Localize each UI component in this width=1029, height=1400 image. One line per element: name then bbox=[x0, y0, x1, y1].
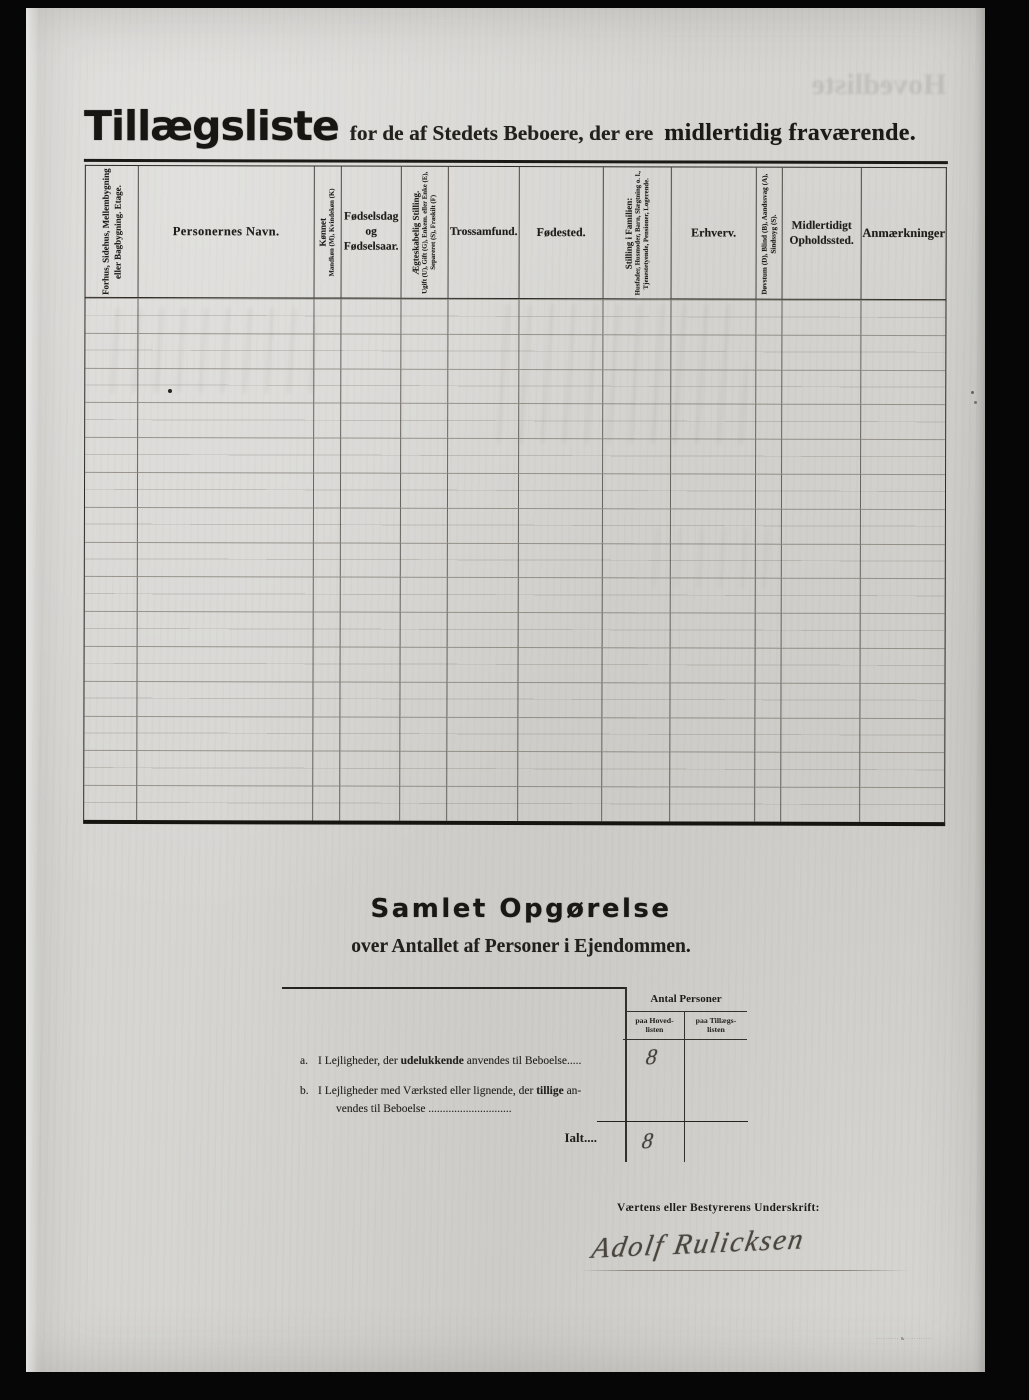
table-empty-cell bbox=[517, 682, 601, 717]
summary-row-b-text-post: an- bbox=[563, 1085, 582, 1097]
column-header-erhverv-label: Erhverv. bbox=[691, 225, 737, 240]
table-empty-cell bbox=[84, 681, 136, 716]
table-body bbox=[84, 298, 945, 822]
form-subtitle-emphasis: midlertidig fraværende. bbox=[664, 120, 917, 146]
table-empty-cell bbox=[447, 577, 518, 612]
table-empty-cell bbox=[313, 507, 340, 542]
table-empty-cell bbox=[85, 402, 137, 437]
table-empty-cell bbox=[84, 715, 136, 750]
form-title: Tillægsliste bbox=[84, 102, 339, 150]
table-empty-cell bbox=[339, 751, 399, 786]
handwritten-signature: Adolf Rulicksen bbox=[589, 1223, 808, 1265]
table-empty-cell bbox=[518, 647, 602, 682]
summary-title: Samlet Opgørelse bbox=[370, 894, 672, 924]
table-empty-cell bbox=[84, 785, 136, 820]
table-empty-cell bbox=[860, 648, 945, 683]
table-empty-cell bbox=[755, 648, 781, 683]
table-empty-cell bbox=[781, 508, 860, 543]
column-header-opholdssted-label: Midlertidigt Opholdssted. bbox=[789, 219, 854, 247]
column-header-trossamfund-label: Trossamfund. bbox=[449, 225, 518, 239]
table-empty-cell bbox=[137, 542, 313, 577]
table-empty-cell bbox=[84, 750, 136, 785]
table-empty-cell bbox=[85, 507, 137, 542]
summary-divider-sub bbox=[684, 1012, 685, 1162]
summary-row-b-text-bold: tillige bbox=[536, 1085, 564, 1097]
table-empty-cell bbox=[400, 612, 447, 647]
table-empty-cell bbox=[781, 543, 860, 578]
summary-col-tillaegslisten bbox=[686, 1016, 746, 1034]
table-empty-cell bbox=[400, 577, 447, 612]
table-empty-cell bbox=[313, 612, 340, 647]
table-empty-cell bbox=[400, 368, 447, 403]
table-empty-cell bbox=[755, 300, 781, 335]
census-form-page bbox=[26, 8, 985, 1372]
table-empty-cell bbox=[313, 333, 340, 368]
table-empty-cell bbox=[137, 507, 313, 542]
handwritten-count-hovedlisten-ialt: 8 bbox=[640, 1127, 655, 1154]
column-header-foedselsdag-label: Fødselsdag og Fødselsaar. bbox=[343, 210, 399, 253]
table-empty-cell bbox=[518, 543, 602, 578]
table-empty-cell bbox=[860, 578, 945, 613]
table-empty-cell bbox=[340, 542, 400, 577]
table-empty-cell bbox=[670, 543, 755, 578]
table-empty-cell bbox=[447, 299, 518, 334]
table-empty-cell bbox=[670, 299, 755, 334]
table-empty-cell bbox=[860, 335, 945, 370]
table-empty-cell bbox=[670, 334, 755, 369]
table-empty-cell bbox=[340, 333, 400, 368]
table-empty-cell bbox=[670, 369, 755, 404]
table-empty-cell bbox=[313, 403, 340, 438]
table-empty-cell bbox=[85, 437, 137, 472]
table-empty-cell bbox=[447, 612, 518, 647]
table-empty-cell bbox=[755, 543, 781, 578]
form-subtitle: for de af Stedets Beboere, der ere bbox=[349, 121, 654, 145]
table-empty-cell bbox=[781, 613, 860, 648]
column-header-midlertidigt-opholdssted bbox=[782, 168, 861, 300]
printer-imprint: ·········· & ··········· bbox=[876, 1336, 933, 1341]
table-empty-cell bbox=[780, 752, 859, 787]
table-empty-cell bbox=[602, 508, 670, 543]
table-header-row bbox=[86, 166, 946, 300]
summary-row-b-letter: b. bbox=[300, 1085, 309, 1097]
table-empty-cell bbox=[859, 717, 944, 752]
table-empty-cell bbox=[518, 334, 602, 369]
table-empty-cell bbox=[602, 473, 670, 508]
table-empty-cell bbox=[602, 578, 670, 613]
table-empty-cell bbox=[136, 750, 312, 785]
table-empty-cell bbox=[447, 438, 518, 473]
table-empty-cell bbox=[312, 716, 339, 751]
table-empty-cell bbox=[447, 508, 518, 543]
table-empty-cell bbox=[754, 752, 780, 787]
table-empty-cell bbox=[340, 473, 400, 508]
table-empty-cell bbox=[85, 333, 137, 368]
table-empty-cell bbox=[399, 681, 446, 716]
table-empty-cell bbox=[670, 508, 755, 543]
column-header-doevstum-blind bbox=[756, 168, 782, 300]
table-empty-cell bbox=[400, 403, 447, 438]
table-empty-cell bbox=[754, 787, 780, 822]
table-empty-cell bbox=[137, 576, 313, 611]
table-empty-cell bbox=[85, 611, 137, 646]
handwritten-count-hovedlisten-a: 8 bbox=[644, 1043, 659, 1070]
table-empty-cell bbox=[137, 333, 313, 368]
table-empty-cell bbox=[755, 613, 781, 648]
table-empty-cell bbox=[400, 647, 447, 682]
table-empty-cell bbox=[601, 682, 669, 717]
table-empty-cell bbox=[517, 786, 601, 821]
table-empty-cell bbox=[136, 716, 312, 751]
table-empty-cell bbox=[780, 717, 859, 752]
table-empty-cell bbox=[781, 300, 860, 335]
table-empty-cell bbox=[339, 786, 399, 821]
table-empty-cell bbox=[313, 298, 340, 333]
table-empty-cell bbox=[85, 646, 137, 681]
table-empty-cell bbox=[136, 681, 312, 716]
table-empty-cell bbox=[670, 439, 755, 474]
table-empty-cell bbox=[780, 682, 859, 717]
table-empty-cell bbox=[137, 298, 313, 333]
table-empty-cell bbox=[399, 716, 446, 751]
summary-top-rule bbox=[282, 987, 626, 989]
column-header-koennet bbox=[314, 166, 341, 298]
table-empty-cell bbox=[781, 369, 860, 404]
table-empty-cell bbox=[602, 369, 670, 404]
summary-rule-under-subheaders bbox=[623, 1039, 747, 1040]
table-empty-cell bbox=[447, 473, 518, 508]
summary-rule-under-antal bbox=[625, 1011, 747, 1012]
table-empty-cell bbox=[781, 404, 860, 439]
table-empty-cell bbox=[85, 472, 137, 507]
table-empty-cell bbox=[518, 438, 602, 473]
column-header-foedselsdag bbox=[341, 167, 401, 299]
column-header-aegteskabelig-title: Ægteskabelig Stilling. bbox=[410, 190, 421, 275]
summary-ialt-label: Ialt.... bbox=[564, 1130, 597, 1145]
table-empty-cell bbox=[755, 404, 781, 439]
table-empty-cell bbox=[754, 682, 780, 717]
table-empty-cell bbox=[754, 717, 780, 752]
column-header-personernes-navn-label: Personernes Navn. bbox=[172, 224, 280, 239]
table-empty-cell bbox=[860, 439, 945, 474]
column-header-foedested bbox=[519, 167, 603, 299]
table-empty-cell bbox=[137, 472, 313, 507]
table-empty-cell bbox=[518, 299, 602, 334]
table-empty-cell bbox=[781, 474, 860, 509]
table-empty-cell bbox=[400, 299, 447, 334]
table-empty-cell bbox=[602, 299, 670, 334]
table-empty-cell bbox=[669, 682, 754, 717]
table-empty-cell bbox=[400, 542, 447, 577]
table-empty-cell bbox=[340, 368, 400, 403]
summary-col-hovedlisten bbox=[626, 1016, 683, 1034]
table-empty-cell bbox=[339, 681, 399, 716]
table-empty-cell bbox=[859, 787, 944, 822]
table-empty-cell bbox=[340, 612, 400, 647]
table-empty-cell bbox=[670, 647, 755, 682]
table-empty-cell bbox=[602, 334, 670, 369]
table-empty-cell bbox=[860, 474, 945, 509]
summary-row-b-line2: vendes til Beboelse ............................. bbox=[336, 1103, 512, 1115]
table-empty-cell bbox=[602, 612, 670, 647]
table-empty-cell bbox=[447, 647, 518, 682]
form-title-block bbox=[84, 102, 954, 150]
signature-underline bbox=[580, 1270, 910, 1271]
table-empty-cell bbox=[860, 369, 945, 404]
table-empty-cell bbox=[340, 507, 400, 542]
table-empty-cell bbox=[860, 509, 945, 544]
census-table bbox=[83, 165, 947, 826]
column-header-aegteskabelig-stilling bbox=[401, 167, 448, 299]
table-empty-cell bbox=[136, 785, 312, 820]
table-empty-cell bbox=[399, 786, 446, 821]
table-empty-cell bbox=[669, 717, 754, 752]
column-header-koennet-sub: Mandkøn (M), Kvindekøn (K) bbox=[328, 188, 337, 277]
table-empty-cell bbox=[313, 368, 340, 403]
bleedthrough-ghost-text: Hovedliste bbox=[811, 68, 947, 101]
table-empty-cell bbox=[399, 751, 446, 786]
table-empty-cell bbox=[446, 751, 517, 786]
table-empty-cell bbox=[446, 716, 517, 751]
summary-row-a-text-bold: udelukkende bbox=[400, 1055, 464, 1067]
table-empty-cell bbox=[400, 473, 447, 508]
table-empty-cell bbox=[518, 577, 602, 612]
table-empty-cell bbox=[85, 576, 137, 611]
column-header-doevstum-label: Døvstum (D), Blind (B), Aandssvag (A), Sindssyg (S). bbox=[760, 172, 778, 294]
column-header-foedested-label: Fødested. bbox=[536, 224, 586, 239]
table-empty-cell bbox=[447, 403, 518, 438]
table-empty-cell bbox=[602, 438, 670, 473]
summary-subtitle: over Antallet af Personer i Ejendommen. bbox=[351, 936, 691, 957]
column-header-stilling-i-familien bbox=[603, 167, 671, 299]
ink-speck bbox=[168, 389, 172, 393]
table-empty-cell bbox=[447, 334, 518, 369]
table-empty-cell bbox=[400, 507, 447, 542]
table-empty-cell bbox=[518, 369, 602, 404]
summary-col-tillaegslisten-l2: listen bbox=[707, 1025, 725, 1034]
column-header-trossamfund bbox=[448, 167, 519, 299]
table-empty-cell bbox=[313, 472, 340, 507]
table-empty-cell bbox=[860, 613, 945, 648]
table-empty-cell bbox=[518, 473, 602, 508]
table-empty-cell bbox=[755, 508, 781, 543]
table-empty-cell bbox=[137, 368, 313, 403]
table-empty-cell bbox=[340, 647, 400, 682]
table-empty-cell bbox=[670, 578, 755, 613]
table-empty-cell bbox=[859, 752, 944, 787]
table-empty-cell bbox=[446, 682, 517, 717]
table-empty-cell bbox=[312, 681, 339, 716]
ink-speck bbox=[974, 401, 977, 404]
table-empty-cell bbox=[755, 439, 781, 474]
table-empty-cell bbox=[670, 404, 755, 439]
table-empty-cell bbox=[755, 474, 781, 509]
table-empty-cell bbox=[518, 612, 602, 647]
column-header-bygning-etage bbox=[86, 166, 138, 298]
column-header-personernes-navn bbox=[138, 166, 314, 298]
column-header-erhverv bbox=[671, 167, 756, 299]
table-empty-cell bbox=[340, 299, 400, 334]
summary-row-b bbox=[300, 1085, 635, 1097]
table-empty-cell bbox=[781, 334, 860, 369]
table-empty-cell bbox=[312, 751, 339, 786]
table-empty-cell bbox=[755, 578, 781, 613]
table-empty-cell bbox=[85, 367, 137, 402]
table-empty-cell bbox=[313, 646, 340, 681]
summary-col-hovedlisten-l2: listen bbox=[645, 1025, 664, 1034]
column-header-stilling-title: Stilling i Familien: bbox=[623, 197, 634, 269]
table-empty-cell bbox=[860, 300, 945, 335]
table-empty-cell bbox=[780, 787, 859, 822]
table-empty-cell bbox=[670, 613, 755, 648]
table-empty-cell bbox=[602, 543, 670, 578]
signature-label: Værtens eller Bestyrerens Underskrift: bbox=[617, 1202, 820, 1214]
table-empty-cell bbox=[400, 333, 447, 368]
table-empty-cell bbox=[85, 541, 137, 576]
table-empty-cell bbox=[781, 578, 860, 613]
table-empty-cell bbox=[313, 577, 340, 612]
table-empty-cell bbox=[313, 438, 340, 473]
table-empty-cell bbox=[601, 717, 669, 752]
table-empty-cell bbox=[137, 437, 313, 472]
table-empty-cell bbox=[517, 717, 601, 752]
table-empty-cell bbox=[602, 647, 670, 682]
table-empty-cell bbox=[518, 508, 602, 543]
table-empty-cell bbox=[85, 298, 137, 333]
table-empty-cell bbox=[601, 786, 669, 821]
summary-rule-above-ialt bbox=[597, 1121, 748, 1122]
summary-row-a-letter: a. bbox=[300, 1055, 308, 1067]
table-empty-cell bbox=[518, 403, 602, 438]
table-empty-cell bbox=[137, 611, 313, 646]
summary-row-b-text-pre: I Lejligheder med Værksted eller lignende, der bbox=[318, 1085, 537, 1097]
table-empty-cell bbox=[446, 786, 517, 821]
table-empty-cell bbox=[312, 786, 339, 821]
column-header-aegteskabelig-sub: Ugift (U), Gift (G), Enkem. eller Enke (E), Separeret (S), Fraskilt (F) bbox=[421, 171, 438, 294]
ink-speck bbox=[971, 391, 974, 394]
table-empty-cell bbox=[340, 577, 400, 612]
table-empty-cell bbox=[340, 403, 400, 438]
table-empty-cell bbox=[859, 683, 944, 718]
table-empty-cell bbox=[670, 473, 755, 508]
column-header-anmaerkninger bbox=[861, 168, 946, 300]
table-empty-cell bbox=[137, 646, 313, 681]
summary-row-a-text-post: anvendes til Beboelse..... bbox=[463, 1055, 582, 1067]
summary-col-hovedlisten-l1: paa Hoved- bbox=[635, 1016, 674, 1025]
summary-divider-main bbox=[625, 987, 627, 1162]
summary-row-a-text-pre: I Lejligheder, der bbox=[318, 1055, 401, 1067]
table-empty-cell bbox=[669, 752, 754, 787]
table-empty-cell bbox=[601, 752, 669, 787]
table-empty-cell bbox=[447, 542, 518, 577]
table-empty-cell bbox=[602, 404, 670, 439]
table-empty-cell bbox=[447, 368, 518, 403]
column-header-bygning-etage-label: Forhus, Sidehus, Mellembygning eller Bagbygning. Etage. bbox=[100, 168, 123, 295]
table-empty-cell bbox=[339, 716, 399, 751]
table-empty-cell bbox=[781, 439, 860, 474]
column-header-anmaerkninger-label: Anmærkninger bbox=[862, 226, 946, 241]
table-empty-cell bbox=[400, 438, 447, 473]
column-header-stilling-sub: Husfader, Husmoder, Barn, Slægtning o. l., Tjenestetyende, Pensioner, Logerende. bbox=[634, 170, 650, 296]
table-empty-cell bbox=[755, 334, 781, 369]
table-empty-cell bbox=[517, 751, 601, 786]
table-empty-cell bbox=[669, 787, 754, 822]
table-empty-cell bbox=[860, 404, 945, 439]
summary-antal-personer-header: Antal Personer bbox=[650, 993, 722, 1005]
table-empty-cell bbox=[781, 648, 860, 683]
table-empty-cell bbox=[860, 543, 945, 578]
table-empty-cell bbox=[340, 438, 400, 473]
table-empty-cell bbox=[137, 402, 313, 437]
table-empty-cell bbox=[755, 369, 781, 404]
table-empty-cell bbox=[313, 542, 340, 577]
summary-row-a bbox=[300, 1055, 630, 1067]
summary-col-tillaegslisten-l1: paa Tillægs- bbox=[695, 1016, 737, 1025]
column-header-koennet-title: Kønnet bbox=[317, 217, 329, 247]
